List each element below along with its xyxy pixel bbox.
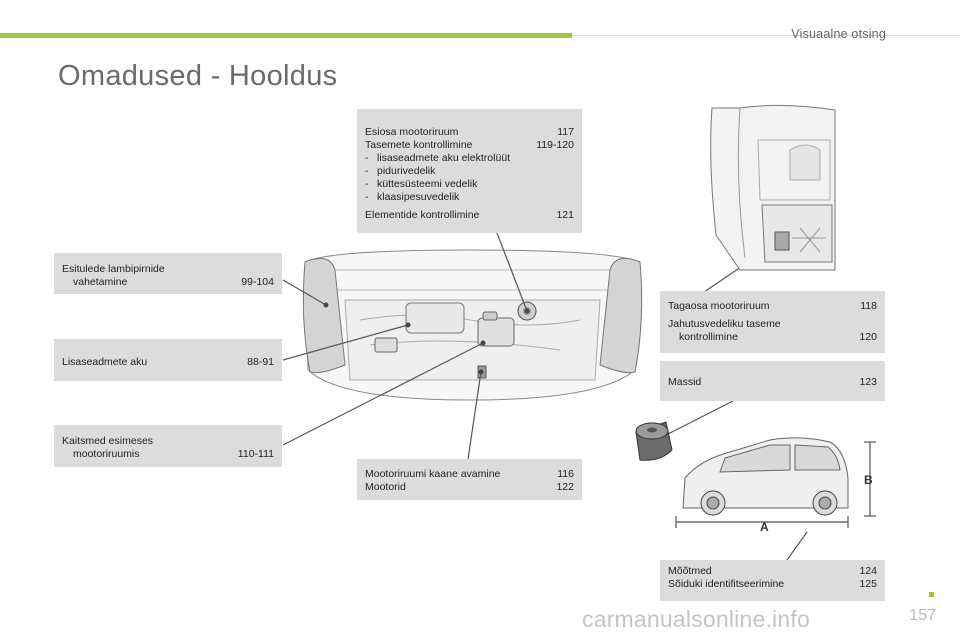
dimension-a-label: A bbox=[760, 520, 769, 534]
engines-page: 122 bbox=[556, 481, 574, 493]
rear-engine-row[interactable] bbox=[668, 300, 877, 313]
headlamp-bulbs-page: 99-104 bbox=[241, 276, 274, 288]
weights-label: Massid bbox=[668, 376, 702, 388]
dimensions-row[interactable] bbox=[668, 565, 877, 578]
dimension-b-label: B bbox=[864, 473, 873, 487]
engines-row[interactable] bbox=[365, 481, 574, 494]
element-check-row[interactable] bbox=[365, 209, 574, 222]
auxiliary-battery-label: Lisaseadmete aku bbox=[62, 356, 148, 368]
rear-engine-box bbox=[660, 291, 885, 353]
front-fuses-page: 110-111 bbox=[237, 448, 274, 460]
vehicle-id-page: 125 bbox=[859, 578, 877, 590]
page-title: Omadused - Hooldus bbox=[58, 60, 338, 92]
sub-item: - pidurivedelik bbox=[365, 165, 436, 177]
sub-item: - klaasipesuvedelik bbox=[365, 191, 460, 203]
watermark: carmanualsonline.info bbox=[582, 606, 810, 632]
front-engine-label: Esiosa mootoriruum bbox=[365, 126, 459, 138]
dimensions-box bbox=[660, 560, 885, 601]
headlamp-bulbs-box[interactable] bbox=[54, 253, 282, 294]
front-engine-row[interactable] bbox=[365, 126, 574, 139]
sub-item: - lisaseadmete aku elektrolüüt bbox=[365, 152, 511, 164]
front-fuses-label-line1: Kaitsmed esimeses bbox=[62, 435, 154, 447]
engines-label: Mootorid bbox=[365, 481, 406, 493]
sub-item: - küttesüsteemi vedelik bbox=[365, 178, 478, 190]
rear-engine-label: Tagaosa mootoriruum bbox=[668, 300, 770, 312]
weights-box[interactable] bbox=[660, 361, 885, 401]
auxiliary-battery-page: 88-91 bbox=[247, 356, 274, 368]
hood-opening-label: Mootoriruumi kaane avamine bbox=[365, 468, 501, 480]
coolant-level-label-line1: Jahutusvedeliku taseme bbox=[668, 318, 781, 330]
rear-hatch-illustration bbox=[711, 105, 835, 270]
level-check-label: Tasemete kontrollimine bbox=[365, 139, 473, 151]
element-check-label: Elementide kontrollimine bbox=[365, 209, 480, 221]
front-engine-box bbox=[357, 109, 582, 233]
engine-bay-illustration bbox=[305, 250, 640, 400]
vehicle-id-label: Sõiduki identifitseerimine bbox=[668, 578, 785, 590]
dimensions-label: Mõõtmed bbox=[668, 565, 712, 577]
front-fuses-box[interactable] bbox=[54, 425, 282, 467]
front-engine-page: 117 bbox=[557, 126, 574, 138]
hood-engines-box bbox=[357, 459, 582, 500]
car-side-illustration bbox=[683, 438, 848, 515]
element-check-page: 121 bbox=[556, 209, 574, 221]
vehicle-id-row[interactable] bbox=[668, 578, 877, 591]
coolant-level-label-line2: kontrollimine bbox=[679, 331, 738, 343]
hood-opening-page: 116 bbox=[557, 468, 574, 480]
level-check-page: 119-120 bbox=[536, 139, 574, 151]
level-check-row[interactable] bbox=[365, 139, 574, 152]
auxiliary-battery-box[interactable] bbox=[54, 339, 282, 381]
dimensions-page: 124 bbox=[859, 565, 877, 577]
hood-opening-row[interactable] bbox=[365, 468, 574, 481]
headlamp-bulbs-label-line2: vahetamine bbox=[73, 276, 128, 288]
rear-engine-page: 118 bbox=[860, 300, 877, 312]
section-title: Visuaalne otsing bbox=[791, 27, 886, 41]
front-fuses-label-line2: mootoriruumis bbox=[73, 448, 140, 460]
page-marker bbox=[929, 592, 934, 597]
headlamp-bulbs-label-line1: Esitulede lambipirnide bbox=[62, 263, 165, 275]
weights-page: 123 bbox=[859, 376, 877, 388]
coolant-level-row[interactable] bbox=[668, 331, 877, 344]
page-number: 157 bbox=[909, 607, 936, 624]
weight-illustration bbox=[636, 422, 672, 460]
coolant-level-page: 120 bbox=[859, 331, 877, 343]
